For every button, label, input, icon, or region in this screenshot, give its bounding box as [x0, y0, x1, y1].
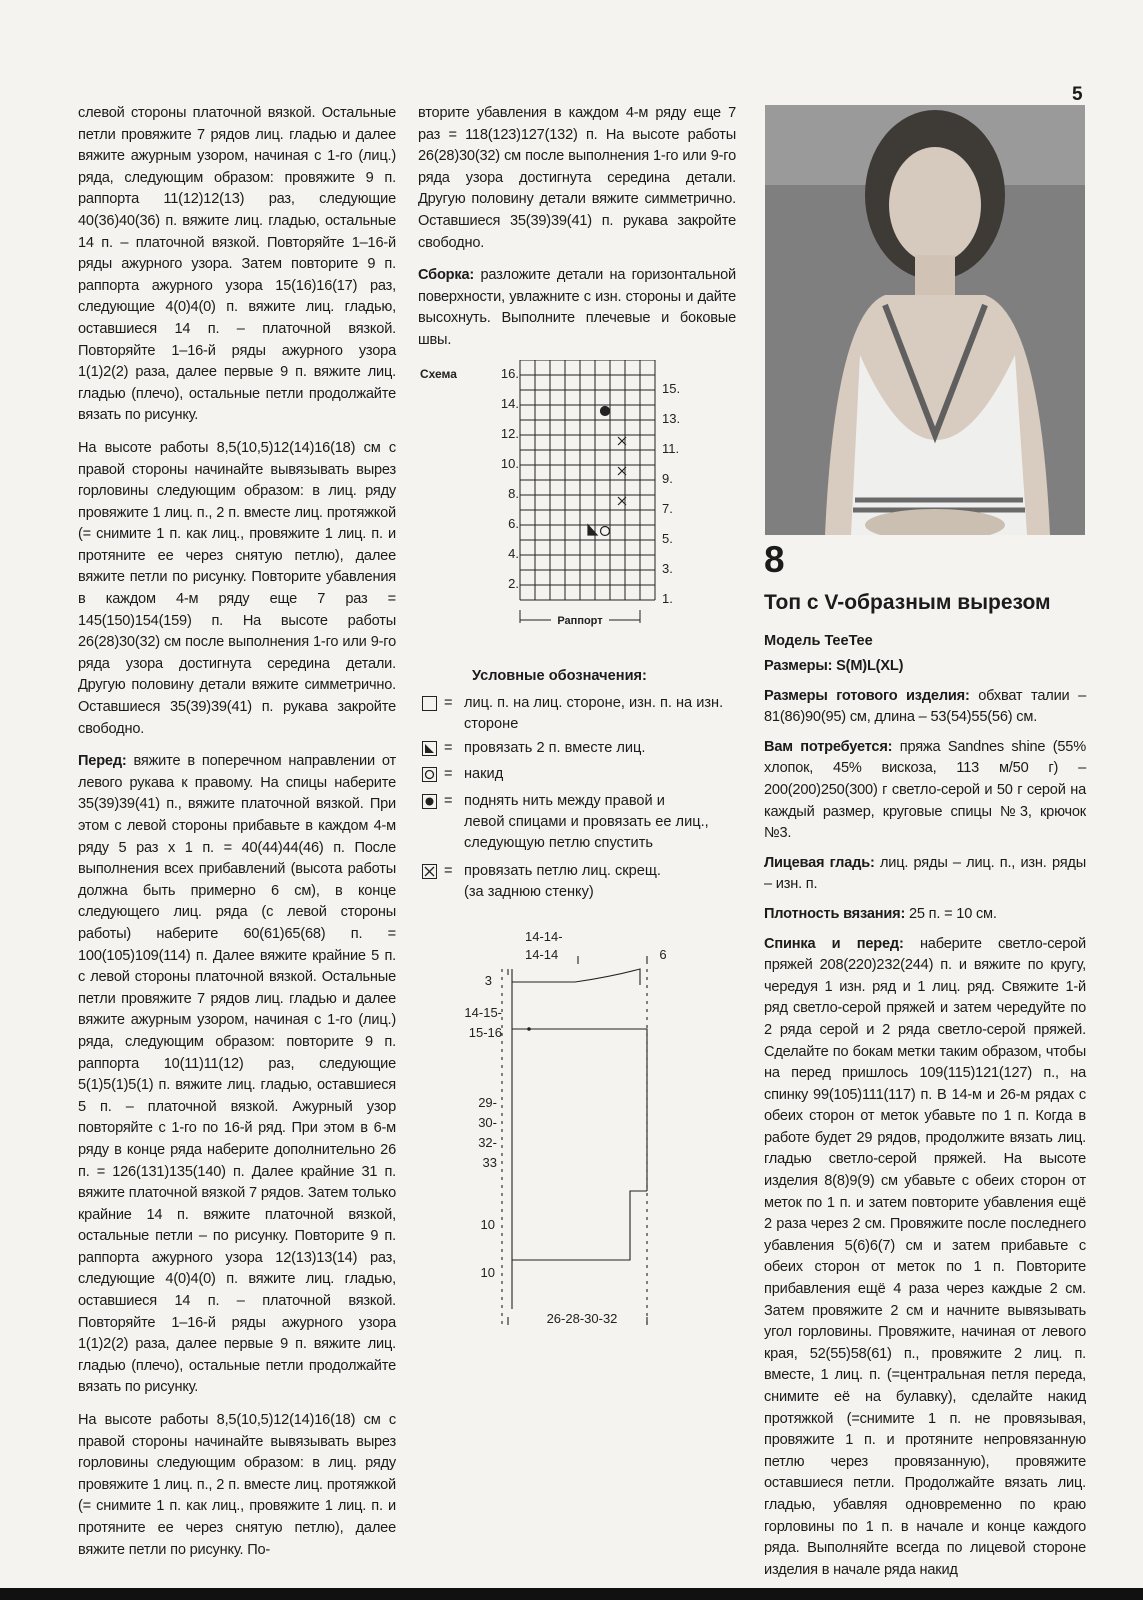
dim-10-lower: 10: [480, 1265, 495, 1280]
yarn-over-symbol: [601, 527, 610, 536]
lift-strand-symbol: [601, 407, 610, 416]
materials: [764, 737, 1086, 845]
assembly-label: Сборка:: [418, 267, 475, 284]
legend-text: накид: [464, 766, 504, 782]
column-2: [418, 103, 736, 363]
stockinette-text: лиц. ряды – лиц. п., изн. ряды – изн. п.: [764, 854, 1087, 893]
dim-3: 3: [484, 973, 492, 988]
k2tog-symbol: [588, 525, 597, 535]
dim-29: 29-: [478, 1095, 497, 1110]
row-label-6: 6.: [508, 516, 519, 531]
legend-eq: =: [444, 740, 453, 756]
legend-title: Условные обозначения:: [472, 668, 647, 684]
back-and-front-text: наберите светло-серой пряжей 208(220)232(244) п. и вяжите по кругу, чередуя 1 изн. ряд и 1 лиц. ряд. Свяжите 1-й ряд светло-серой пряжей и затем чередуйте по 2 ряда серой и 2 ряда светло-серой пряжей. Сделайте по бокам метки таким образом, чтобы на перед пришлось 109(115)121(127) п., на спинку 99(105)111(117) п. В 14-м и 26-м рядах с обеих сторон от меток убавьте по 1 п. Когда в работе будет 29 рядов, продолжите вязать лиц. гладью светло-серой пряжей. На высоте изделия 8(8)9(9) см убавьте с обеих сторон от меток по 1 п. и затем повторите убавления ещё 2 раза через 2 см. Провяжите после последнего убавления 5(6)6(7) см и затем прибавьте с обеих сторон от меток по 1 п. Повторите прибавления ещё 4 раза через каждые 2 см. Затем провяжите 2 см и начните вывязывать угол горловины. Провяжите, начиная от левого края, 52(55)58(61) п., провяжите 2 лиц. п. вместе, 1 лиц. п. (=центральная петля переда, снимите её на булавку), сделайте накид протяжкой (=снимите 1 п. не провязывая, провяжите 1 п. и протяните непровязанную петлю через провязанную), провяжите оставшиеся петли. Продолжайте вязать лиц. гладью, убавляя одновременно по краю горловины по 1 п. в начале и конце каждого ряда. Выполняйте всегда по лицевой стороне изделия в начале ряда накид: [764, 935, 1086, 1578]
row-label-14: 14.: [500, 396, 519, 411]
empty-square-icon: [422, 696, 437, 711]
back-and-front: [764, 934, 1086, 1582]
row-label-3: 3.: [662, 561, 673, 576]
stockinette-label: Лицевая гладь:: [764, 854, 875, 871]
legend-item-yarn-over: [422, 764, 732, 786]
dim-10-upper: 10: [480, 1217, 495, 1232]
model-number: 8: [764, 539, 785, 580]
dim-32: 32-: [478, 1135, 497, 1150]
row-label-5: 5.: [662, 531, 673, 546]
dim-33: 33: [482, 1155, 497, 1170]
gauge-text: 25 п. = 10 см.: [909, 905, 997, 922]
filled-dot-icon: [422, 794, 437, 809]
scheme-right-labels: [662, 381, 680, 606]
legend-text: провязать 2 п. вместе лиц.: [464, 740, 646, 756]
rapport-label: Раппорт: [557, 615, 603, 627]
row-label-15: 15.: [662, 381, 681, 396]
column-3: [764, 656, 1086, 1592]
dim-top-c: 6: [659, 947, 667, 962]
dim-top-a: 14-14-: [525, 929, 563, 944]
legend-item-k2tog: [422, 738, 732, 760]
garment-pattern-diagram: [450, 925, 700, 1335]
gauge-label: Плотность вязания:: [764, 905, 906, 922]
finished-sizes-text: обхват талии – 81(86)90(95) см, длина – 53(54)55(56) см.: [764, 687, 1086, 726]
legend-text: поднять нить между правой и: [464, 793, 665, 809]
materials-text: пряжа Sandnes shine (55% хлопок, 45% вискоза, 113 м/50 г) – 200(200)250(300) г светло-серой и 50 г серой на каждый размер, круговые спицы №3, крючок №3.: [764, 738, 1087, 842]
legend-text-2: левой спицами и провязать ее лиц.,: [464, 814, 709, 830]
model-title: Топ с V-образным вырезом: [764, 591, 1051, 614]
legend-eq: =: [444, 695, 453, 711]
col2-paragraph-1: вторите убавления в каждом 4-м ряду еще 7 раз = 118(123)127(132) п. На высоте работы 26(28)30(32) см после выполнения 1-го или 9-го ряда узора достигнута середина детали. Другую половину детали вяжите симметрично. Оставшиеся 35(39)39(41) п. рукава закройте свободно.: [418, 105, 736, 251]
col2-paragraph-assembly: [418, 265, 736, 351]
front-label: Перед:: [78, 753, 127, 770]
legend-eq: =: [444, 863, 453, 879]
row-label-9: 9.: [662, 471, 673, 486]
legend-text-3: следующую петлю спустить: [464, 835, 653, 851]
legend-item-twisted: [422, 861, 732, 905]
col1-paragraph-front: [78, 751, 396, 1399]
front-text: вяжите в поперечном направлении от левого рукава к правому. На спицы наберите 35(39)39(41) п., вяжите платочной вязкой. При этом с левой стороны прибавьте в каждом 4-м ряду 5 раз х 1 п. = 40(44)44(46) п. После выполнения всех прибавлений (высота работы должна быть примерно 6 см), в конце следующего лиц. ряда (с левой стороны работы) наберите 60(61)65(68) п. = 100(105)109(114) п. Далее вяжите крайние 5 п. с левой стороны платочной вязкой. Остальные петли провяжите 7 рядов лиц. гладью и далее вяжите ажурным узором, начиная с 1-го (лиц.) ряда, следующим образом: повторите 9 п. раппорта 10(11)11(12) раз, следующие 5(1)5(1)5(1) п. вяжите лиц. гладью, оставшиеся 5 п. – платочной вязкой. Ажурный узор повторяйте с 1-го по 16-й ряд. При этом в 6-м ряду в конце ряда наберите дополнительно 26 п. = 126(131)135(140) п. Далее крайние 31 п. вяжите платочной вязкой 7 рядов. Затем только крайние 14 п. вяжите платочной вязкой, остальные петли – по рисунку. Повторите 9 п. раппорта ажурного узора 12(13)13(14) раз, следующие 4(0)4(0) п. вяжите лиц. гладью, оставшиеся 14 п. – платочной вязкой. Повторяйте 1–16-й ряды ажурного узора 1(1)2(2) раза, далее первые 9 п. вяжите лиц. гладью (плечо), остальные петли продолжайте вязать по рисунку.: [78, 753, 396, 1396]
row-label-10: 10.: [500, 456, 519, 471]
back-and-front-label: Спинка и перед:: [764, 935, 904, 952]
dim-bottom: 26-28-30-32: [546, 1311, 618, 1326]
legend-eq: =: [444, 766, 453, 782]
column-1: [78, 103, 396, 1572]
scheme-label: Схема: [420, 367, 457, 381]
sizes: Размеры: S(M)L(XL): [764, 658, 904, 674]
legend-item-knit: [422, 693, 732, 737]
dim-30: 30-: [478, 1115, 497, 1130]
woman-in-top-photo: [765, 105, 1085, 535]
dim-14-15: 14-15-: [464, 1005, 502, 1020]
scheme-left-labels: [501, 366, 519, 591]
legend-text-2: стороне: [464, 716, 519, 732]
bottom-edge: [0, 1588, 1143, 1600]
dim-15-16: 15-16: [468, 1025, 502, 1040]
row-label-8: 8.: [508, 486, 519, 501]
assembly-text: разложите детали на горизонтальной поверхности, увлажните с изн. стороны и дайте высохнуть. Выполните плечевые и боковые швы.: [418, 267, 736, 348]
pattern-marker-dot: [527, 1027, 531, 1031]
model-name: Модель TeeTee: [764, 633, 873, 649]
col1-paragraph-1: слевой стороны платочной вязкой. Остальные петли провяжите 7 рядов лиц. гладью и далее вяжите ажурным узором, начиная с 1-го (лиц.) ряда, следующим образом: провяжите 9 п. раппорта 11(12)12(13) раз, следующие 40(36)40(36) п. вяжите лиц. гладью, остальные 14 п. – платочной вязкой. Повторяйте 1–16-й ряды ажурного узора. Затем повторите 9 п. раппорта ажурного узора 15(16)16(17) раз, следующие 4(0)4(0) п. вяжите лиц. гладью, оставшиеся 14 п. – платочной вязкой. Повторяйте 1–16-й ряды ажурного узора 1(1)2(2) раза, далее первые 9 п. вяжите лиц. гладью (плечо), остальные петли продолжайте вязать по рисунку.: [78, 105, 396, 424]
legend-text-2: (за заднюю стенку): [464, 884, 594, 900]
stitch-scheme-chart: [415, 360, 715, 645]
stockinette: [764, 853, 1086, 896]
scheme-symbols: [588, 407, 626, 536]
model-photo: [765, 105, 1085, 535]
legend-text: провязать петлю лиц. скрещ.: [464, 863, 661, 879]
legend-item-lift-strand: [422, 791, 732, 855]
finished-sizes-label: Размеры готового изделия:: [764, 687, 970, 704]
col1-paragraph-2: На высоте работы 8,5(10,5)12(14)16(18) см с правой стороны начинайте вывязывать вырез горловины следующим образом: в лиц. ряду провяжите 1 лиц. п., 2 п. вместе лиц. протяжкой (= снимите 1 п. как лиц., провяжите 1 лиц. п. и протяните ее через снятую петлю), далее вяжите петли по рисунку. Повторите убавления в каждом 4-м ряду еще 7 раз = 145(150)154(159) п. На высоте работы 26(28)30(32) см после выполнения 1-го или 9-го ряда узора достигнута середина детали. Другую половину детали вяжите симметрично. Оставшиеся 35(39)39(41) п. рукава закройте свободно.: [78, 439, 396, 737]
row-label-7: 7.: [662, 501, 673, 516]
row-label-12: 12.: [500, 426, 519, 441]
legend-eq: =: [444, 793, 453, 809]
row-label-13: 13.: [662, 411, 681, 426]
legend-text: лиц. п. на лиц. стороне, изн. п. на изн.: [464, 695, 724, 711]
row-label-16: 16.: [500, 366, 519, 381]
pattern-dim-ticks: [508, 956, 647, 1325]
pattern-outline: [512, 969, 647, 1309]
dim-top-b: 14-14: [525, 947, 559, 962]
finished-sizes: [764, 686, 1086, 729]
col1-paragraph-4: На высоте работы 8,5(10,5)12(14)16(18) см с правой стороны начинайте вывязывать вырез горловины следующим образом: в лиц. ряду провяжите 1 лиц. п., 2 п. вместе лиц. протяжкой (= снимите 1 п. как лиц., провяжите 1 лиц. п. и протяните ее через снятую петлю), далее вяжите петли по рисунку. По-: [78, 1412, 396, 1558]
row-label-2: 2.: [508, 576, 519, 591]
row-label-4: 4.: [508, 546, 519, 561]
page-number: 5: [1072, 84, 1083, 105]
row-label-11: 11.: [662, 441, 680, 456]
scheme-grid: [520, 360, 655, 600]
materials-label: Вам потребуется:: [764, 738, 893, 755]
yarn-over-icon: [422, 767, 437, 782]
k2tog-icon: [422, 741, 437, 756]
row-label-1: 1.: [662, 591, 673, 606]
gauge: [764, 904, 1086, 926]
cross-icon: [422, 864, 437, 879]
